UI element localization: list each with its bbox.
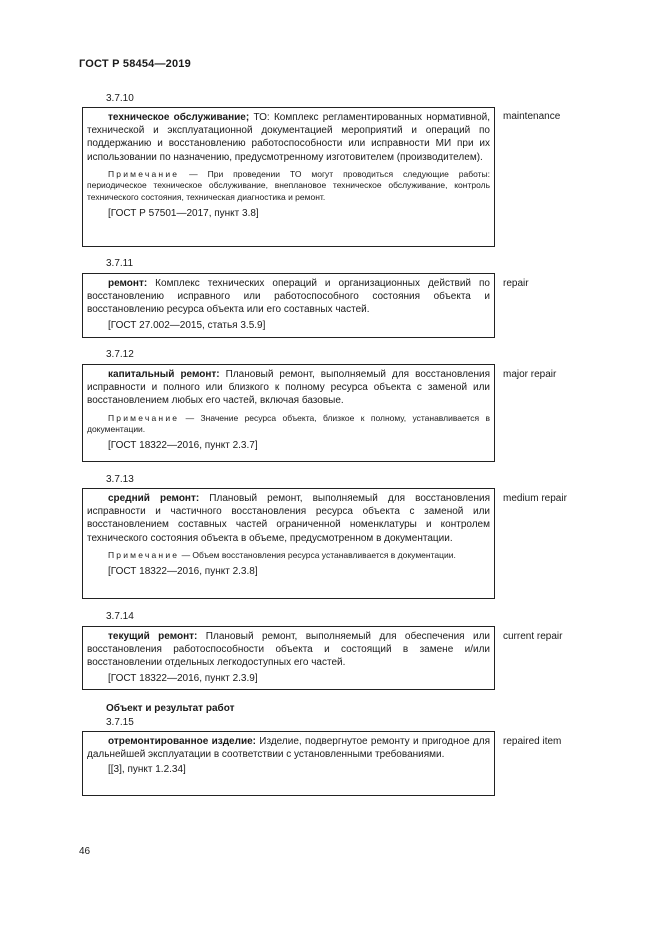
definition [87, 492, 490, 545]
term-box [82, 626, 495, 690]
term-box [82, 364, 495, 462]
source-reference: [ГОСТ Р 57501—2017, пункт 3.8] [108, 208, 259, 220]
definition-text: Плановый ремонт, выполняемый для восстановления исправности и частичного восстановления ресурса объекта с заменой или восстановлением составных частей ограниченной номенклатуры и контролем технического состояния объекта в объеме, предусмотренном в документации. [87, 493, 490, 544]
note-label: Примечание [108, 168, 180, 179]
definition [87, 630, 490, 670]
entry-number: 3.7.11 [106, 258, 134, 269]
term: техническое обслуживание; [108, 112, 250, 123]
english-equivalent: repair [503, 278, 529, 289]
definition [87, 368, 490, 408]
source-reference: [ГОСТ 18322—2016, пункт 2.3.9] [108, 672, 258, 684]
english-equivalent: medium repair [503, 493, 567, 504]
note-text: — При проведении ТО могут проводиться следующие работы: периодическое техническое обслуживание, внеплановое техническое обслуживание, контроль технического состояния, техническая диагностика и ремонт. [87, 168, 490, 202]
definition-text: Изделие, подвергнутое ремонту и пригодное для дальнейшей эксплуатации в соответствии с установленными требованиями. [87, 736, 490, 761]
term: отремонтированное изделие: [108, 736, 256, 747]
note-label: Примечание [108, 412, 180, 423]
entry-number: 3.7.12 [106, 349, 134, 360]
definition [87, 277, 490, 317]
source-reference: [ГОСТ 18322—2016, пункт 2.3.7] [108, 440, 258, 452]
section-title: Объект и результат работ [106, 703, 235, 714]
entry-number: 3.7.13 [106, 474, 134, 485]
definition-text: ТО: Комплекс регламентированных нормативной, технической и эксплуатационной документацией мероприятий и операций по поддержанию и восстановлению работоспособности или исправности МИ при их использовании по назначению, предусмотренному изготовителем (производителем). [87, 112, 490, 163]
note [87, 169, 490, 203]
english-equivalent: maintenance [503, 111, 561, 122]
definition-text: Комплекс технических операций и организационных действий по восстановлению исправного или работоспособного состояния объекта и восстановлению ресурса объекта или его составных частей. [87, 278, 490, 316]
document-header: ГОСТ Р 58454—2019 [79, 58, 191, 70]
term: средний ремонт: [108, 493, 200, 504]
note [87, 550, 490, 561]
term-box [82, 488, 495, 599]
note-text: — Значение ресурса объекта, близкое к полному, устанавливается в документации. [87, 412, 490, 435]
entry-number: 3.7.15 [106, 717, 134, 728]
definition [87, 111, 490, 164]
term-box [82, 731, 495, 796]
source-reference: [ГОСТ 27.002—2015, статья 3.5.9] [108, 319, 266, 331]
definition [87, 735, 490, 761]
definition-text: Плановый ремонт, выполняемый для восстановления исправности и полного или близкого к полному ресурса объекта с заменой или восстановлением любых его частей, включая базовые. [87, 369, 490, 407]
term: капитальный ремонт: [108, 369, 220, 380]
term-box [82, 273, 495, 338]
term-box [82, 107, 495, 247]
source-reference: [[3], пункт 1.2.34] [108, 764, 186, 776]
definition-text: Плановый ремонт, выполняемый для обеспечения или восстановления работоспособности объекта и состоящий в замене и/или восстановлении отдельных легкодоступных его частей. [87, 631, 491, 669]
english-equivalent: current repair [503, 631, 563, 642]
english-equivalent: repaired item [503, 736, 562, 747]
term: текущий ремонт: [108, 631, 198, 642]
entry-number: 3.7.10 [106, 93, 134, 104]
note-label: Примечание [108, 549, 180, 560]
page-number: 46 [79, 846, 91, 857]
english-equivalent: major repair [503, 369, 557, 380]
note [87, 413, 490, 436]
term: ремонт: [108, 278, 148, 289]
note-text: — Объем восстановления ресурса устанавливается в документации. [179, 549, 456, 560]
entry-number: 3.7.14 [106, 611, 134, 622]
source-reference: [ГОСТ 18322—2016, пункт 2.3.8] [108, 566, 258, 578]
